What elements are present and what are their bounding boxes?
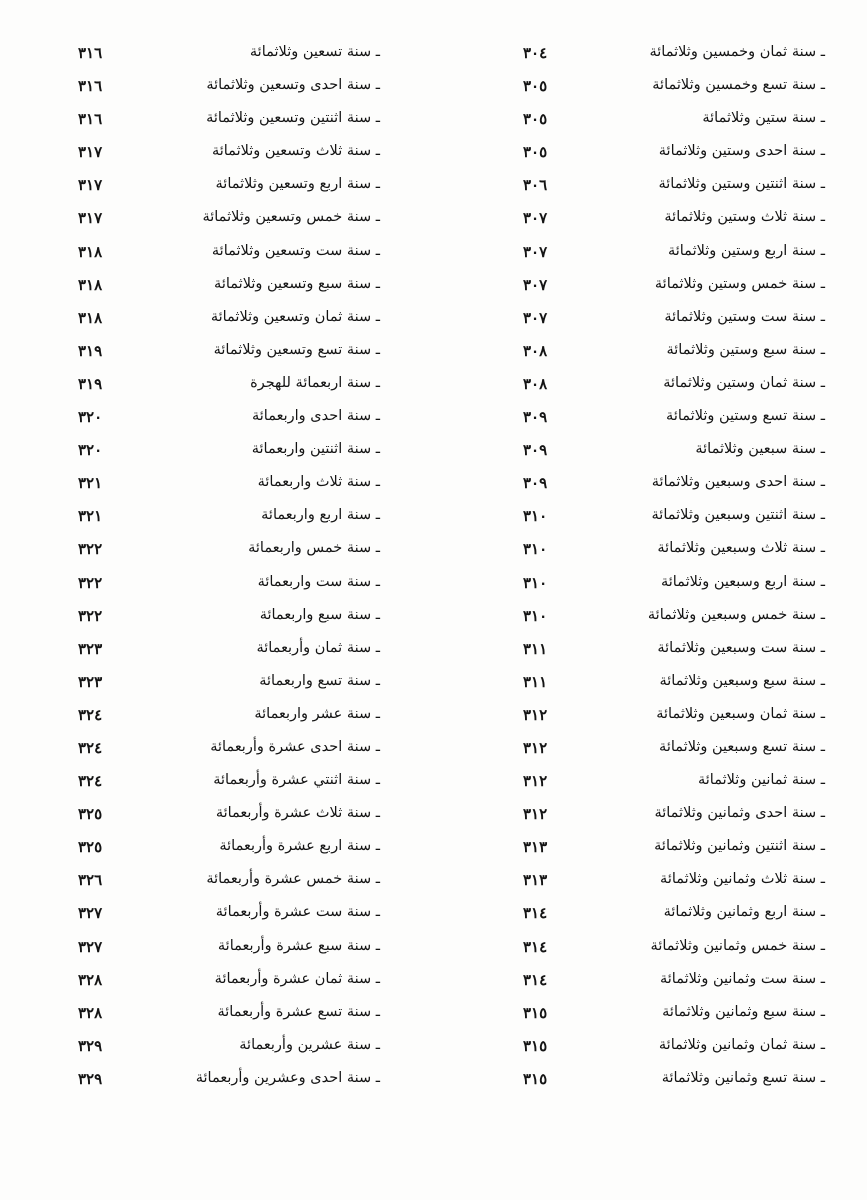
toc-entry: [505, 702, 825, 735]
entry-title: ـ سنة تسع وخمسين وثلاثمائة: [652, 77, 825, 94]
entry-title: ـ سنة ست وستين وثلاثمائة: [664, 308, 825, 325]
entry-page-number: ٣٠٨: [523, 374, 548, 393]
entry-title: ـ سنة احدى وستين وثلاثمائة: [658, 143, 825, 160]
entry-page-number: ٣٢٧: [78, 937, 103, 956]
entry-title: ـ سنة اثنتي عشرة وأربعمائة: [213, 772, 380, 789]
entry-title: ـ سنة ثلاث وثمانين وثلاثمائة: [660, 871, 825, 888]
toc-entry: [60, 536, 380, 569]
entry-page-number: ٣٠٥: [523, 143, 548, 162]
entry-title: ـ سنة ثمان وسبعين وثلاثمائة: [656, 705, 825, 722]
entry-page-number: ٣٢٢: [78, 573, 103, 592]
toc-entry: [60, 503, 380, 536]
entry-page-number: ٣١٩: [78, 374, 103, 393]
toc-entry: [505, 239, 825, 272]
entry-page-number: ٣٢٠: [78, 408, 103, 427]
entry-page-number: ٣٠٧: [523, 242, 548, 261]
entry-page-number: ٣٠٥: [523, 110, 548, 129]
toc-entry: [505, 1033, 825, 1066]
entry-title: ـ سنة ثمان وستين وثلاثمائة: [663, 374, 825, 391]
toc-entry: [60, 603, 380, 636]
toc-entry: [505, 603, 825, 636]
toc-column-right: [505, 40, 825, 1099]
entry-title: ـ سنة ست وثمانين وثلاثمائة: [660, 970, 825, 987]
entry-title: ـ سنة اثنتين وسبعين وثلاثمائة: [651, 507, 825, 524]
toc-entry: [60, 702, 380, 735]
entry-page-number: ٣٢٧: [78, 904, 103, 923]
entry-title: ـ سنة ثلاث وتسعين وثلاثمائة: [211, 143, 380, 160]
toc-entry: [60, 305, 380, 338]
entry-page-number: ٣٠٨: [523, 341, 548, 360]
entry-page-number: ٣٢٥: [78, 805, 103, 824]
toc-entry: [60, 967, 380, 1000]
entry-page-number: ٣٠٥: [523, 77, 548, 96]
entry-title: ـ سنة اربعمائة للهجرة: [250, 374, 380, 391]
entry-page-number: ٣١٤: [523, 937, 548, 956]
entry-page-number: ٣١٤: [523, 904, 548, 923]
entry-page-number: ٣١٩: [78, 341, 103, 360]
entry-title: ـ سنة ست وتسعين وثلاثمائة: [211, 242, 380, 259]
entry-page-number: ٣١٥: [523, 1069, 548, 1088]
entry-title: ـ سنة ثمان وتسعين وثلاثمائة: [210, 308, 380, 325]
entry-title: ـ سنة اربع وستين وثلاثمائة: [667, 242, 825, 259]
entry-title: ـ سنة خمس وستين وثلاثمائة: [654, 275, 825, 292]
entry-page-number: ٣٢٤: [78, 738, 103, 757]
toc-entry: [60, 934, 380, 967]
entry-title: ـ سنة اربع عشرة وأربعمائة: [219, 838, 380, 855]
toc-entry: [505, 1066, 825, 1099]
toc-entry: [60, 272, 380, 305]
entry-title: ـ سنة ست عشرة وأربعمائة: [215, 904, 380, 921]
entry-page-number: ٣٠٧: [523, 275, 548, 294]
toc-entry: [60, 437, 380, 470]
toc-entry: [60, 239, 380, 272]
entry-title: ـ سنة اثنتين واربعمائة: [251, 441, 380, 458]
toc-entry: [60, 40, 380, 73]
entry-page-number: ٣١٢: [523, 805, 548, 824]
entry-title: ـ سنة اربع واربعمائة: [261, 507, 380, 524]
entry-page-number: ٣٢٩: [78, 1069, 103, 1088]
entry-page-number: ٣١٤: [523, 970, 548, 989]
entry-page-number: ٣١٠: [523, 606, 548, 625]
entry-page-number: ٣٠٧: [523, 308, 548, 327]
entry-title: ـ سنة ثلاث وسبعين وثلاثمائة: [657, 540, 825, 557]
entry-title: ـ سنة سبع وثمانين وثلاثمائة: [662, 1003, 825, 1020]
entry-page-number: ٣١١: [523, 672, 548, 691]
entry-title: ـ سنة سبع واربعمائة: [259, 606, 380, 623]
entry-title: ـ سنة عشرين وأربعمائة: [239, 1036, 380, 1053]
entry-page-number: ٣١٢: [523, 705, 548, 724]
entry-title: ـ سنة ثمان وأربعمائة: [256, 639, 380, 656]
entry-title: ـ سنة ست واربعمائة: [257, 573, 380, 590]
toc-entry: [505, 1000, 825, 1033]
entry-page-number: ٣٠٦: [523, 176, 548, 195]
toc-entry: [60, 735, 380, 768]
toc-entry: [60, 1000, 380, 1033]
toc-entry: [60, 338, 380, 371]
entry-page-number: ٣١٨: [78, 242, 103, 261]
entry-page-number: ٣١٠: [523, 540, 548, 559]
toc-entry: [60, 867, 380, 900]
entry-page-number: ٣١٧: [78, 176, 103, 195]
toc-entry: [505, 305, 825, 338]
entry-title: ـ سنة اربع وتسعين وثلاثمائة: [215, 176, 380, 193]
entry-page-number: ٣١٦: [78, 110, 103, 129]
entry-title: ـ سنة ستين وثلاثمائة: [702, 110, 825, 127]
toc-entry: [505, 536, 825, 569]
entry-page-number: ٣٢١: [78, 474, 103, 493]
toc-entry: [505, 404, 825, 437]
toc-entry: [60, 404, 380, 437]
toc-entry: [60, 570, 380, 603]
entry-page-number: ٣٢٤: [78, 772, 103, 791]
toc-entry: [505, 272, 825, 305]
toc-entry: [505, 371, 825, 404]
toc-entry: [60, 669, 380, 702]
entry-page-number: ٣٠٩: [523, 441, 548, 460]
toc-entry: [60, 139, 380, 172]
toc-entry: [505, 967, 825, 1000]
toc-entry: [505, 139, 825, 172]
entry-page-number: ٣١٨: [78, 308, 103, 327]
entry-page-number: ٣٢٠: [78, 441, 103, 460]
toc-entry: [60, 470, 380, 503]
toc-entry: [505, 867, 825, 900]
entry-title: ـ سنة ثمان وخمسين وثلاثمائة: [649, 44, 825, 60]
entry-title: ـ سنة اثنتين وستين وثلاثمائة: [658, 176, 825, 193]
toc-entry: [505, 172, 825, 205]
entry-page-number: ٣١٠: [523, 573, 548, 592]
entry-title: ـ سنة خمس وتسعين وثلاثمائة: [202, 209, 380, 226]
entry-page-number: ٣٠٧: [523, 209, 548, 228]
toc-entry: [60, 205, 380, 238]
entry-title: ـ سنة احدى وثمانين وثلاثمائة: [654, 805, 825, 822]
toc-entry: [505, 338, 825, 371]
entry-title: ـ سنة سبع وتسعين وثلاثمائة: [214, 275, 380, 292]
toc-entry: [505, 801, 825, 834]
entry-title: ـ سنة خمس واربعمائة: [248, 540, 380, 557]
entry-title: ـ سنة اربع وثمانين وثلاثمائة: [663, 904, 825, 921]
toc-entry: [505, 570, 825, 603]
toc-entry: [505, 470, 825, 503]
toc-entry: [505, 437, 825, 470]
entry-page-number: ٣٠٤: [523, 44, 548, 62]
entry-page-number: ٣١٦: [78, 44, 103, 62]
entry-page-number: ٣١٢: [523, 738, 548, 757]
entry-title: ـ سنة خمس وسبعين وثلاثمائة: [647, 606, 825, 623]
entry-page-number: ٣١٠: [523, 507, 548, 526]
toc-entry: [505, 735, 825, 768]
entry-page-number: ٣٢٢: [78, 606, 103, 625]
entry-page-number: ٣٢٨: [78, 970, 103, 989]
entry-title: ـ سنة احدى وتسعين وثلاثمائة: [206, 77, 380, 94]
entry-title: ـ سنة سبع وستين وثلاثمائة: [666, 341, 825, 358]
toc-column-left: [60, 40, 380, 1099]
toc-entry: [60, 801, 380, 834]
entry-page-number: ٣١٥: [523, 1036, 548, 1055]
entry-title: ـ سنة تسع واربعمائة: [259, 672, 380, 689]
entry-title: ـ سنة ثلاث واربعمائة: [257, 474, 380, 491]
entry-title: ـ سنة ثمان عشرة وأربعمائة: [214, 970, 380, 987]
toc-entry: [505, 636, 825, 669]
toc-entry: [505, 900, 825, 933]
entry-page-number: ٣١٦: [78, 77, 103, 96]
entry-page-number: ٣٢٤: [78, 705, 103, 724]
entry-title: ـ سنة عشر واربعمائة: [254, 705, 380, 722]
toc-entry: [60, 172, 380, 205]
entry-title: ـ سنة تسع عشرة وأربعمائة: [217, 1003, 380, 1020]
entry-page-number: ٣١١: [523, 639, 548, 658]
entry-page-number: ٣٠٩: [523, 408, 548, 427]
entry-title: ـ سنة سبعين وثلاثمائة: [695, 441, 825, 458]
toc-entry: [60, 371, 380, 404]
entry-title: ـ سنة خمس وثمانين وثلاثمائة: [650, 937, 825, 954]
entry-page-number: ٣٠٩: [523, 474, 548, 493]
toc-entry: [60, 768, 380, 801]
entry-page-number: ٣٢٨: [78, 1003, 103, 1022]
toc-entry: [60, 834, 380, 867]
entry-page-number: ٣١٣: [523, 871, 548, 890]
entry-title: ـ سنة تسعين وثلاثمائة: [249, 44, 380, 60]
entry-page-number: ٣٢٥: [78, 838, 103, 857]
toc-entry: [60, 106, 380, 139]
entry-page-number: ٣١٥: [523, 1003, 548, 1022]
toc-entry: [505, 40, 825, 73]
entry-page-number: ٣١٢: [523, 772, 548, 791]
entry-page-number: ٣٢٦: [78, 871, 103, 890]
entry-title: ـ سنة تسع وسبعين وثلاثمائة: [659, 738, 825, 755]
entry-page-number: ٣٢٣: [78, 639, 103, 658]
entry-title: ـ سنة احدى واربعمائة: [251, 408, 380, 425]
toc-entry: [60, 900, 380, 933]
entry-title: ـ سنة اربع وسبعين وثلاثمائة: [660, 573, 825, 590]
entry-title: ـ سنة خمس عشرة وأربعمائة: [206, 871, 380, 888]
entry-page-number: ٣٢٢: [78, 540, 103, 559]
entry-page-number: ٣٢١: [78, 507, 103, 526]
entry-title: ـ سنة احدى وعشرين وأربعمائة: [195, 1069, 380, 1086]
entry-title: ـ سنة ست وسبعين وثلاثمائة: [657, 639, 825, 656]
entry-title: ـ سنة سبع وسبعين وثلاثمائة: [659, 672, 825, 689]
toc-entry: [505, 934, 825, 967]
toc-entry: [505, 669, 825, 702]
entry-page-number: ٣١٣: [523, 838, 548, 857]
entry-title: ـ سنة ثمان وثمانين وثلاثمائة: [658, 1036, 825, 1053]
entry-page-number: ٣٢٣: [78, 672, 103, 691]
entry-title: ـ سنة ثلاث وستين وثلاثمائة: [664, 209, 825, 226]
entry-page-number: ٣٢٩: [78, 1036, 103, 1055]
toc-entry: [60, 636, 380, 669]
entry-title: ـ سنة تسع وتسعين وثلاثمائة: [213, 341, 380, 358]
toc-entry: [505, 106, 825, 139]
toc-entry: [505, 834, 825, 867]
entry-page-number: ٣١٧: [78, 143, 103, 162]
entry-title: ـ سنة اثنتين وتسعين وثلاثمائة: [206, 110, 380, 127]
entry-title: ـ سنة احدى عشرة وأربعمائة: [210, 738, 380, 755]
entry-title: ـ سنة تسع وستين وثلاثمائة: [666, 408, 825, 425]
entry-title: ـ سنة ثلاث عشرة وأربعمائة: [215, 805, 380, 822]
toc-entry: [60, 1033, 380, 1066]
entry-title: ـ سنة تسع وثمانين وثلاثمائة: [661, 1069, 825, 1086]
entry-title: ـ سنة اثنتين وثمانين وثلاثمائة: [654, 838, 825, 855]
entry-page-number: ٣١٨: [78, 275, 103, 294]
toc-entry: [505, 503, 825, 536]
entry-page-number: ٣١٧: [78, 209, 103, 228]
toc-entry: [505, 73, 825, 106]
toc-entry: [60, 1066, 380, 1099]
entry-title: ـ سنة ثمانين وثلاثمائة: [698, 772, 825, 789]
entry-title: ـ سنة احدى وسبعين وثلاثمائة: [651, 474, 825, 491]
toc-entry: [505, 205, 825, 238]
toc-entry: [505, 768, 825, 801]
entry-title: ـ سنة سبع عشرة وأربعمائة: [217, 937, 380, 954]
toc-entry: [60, 73, 380, 106]
